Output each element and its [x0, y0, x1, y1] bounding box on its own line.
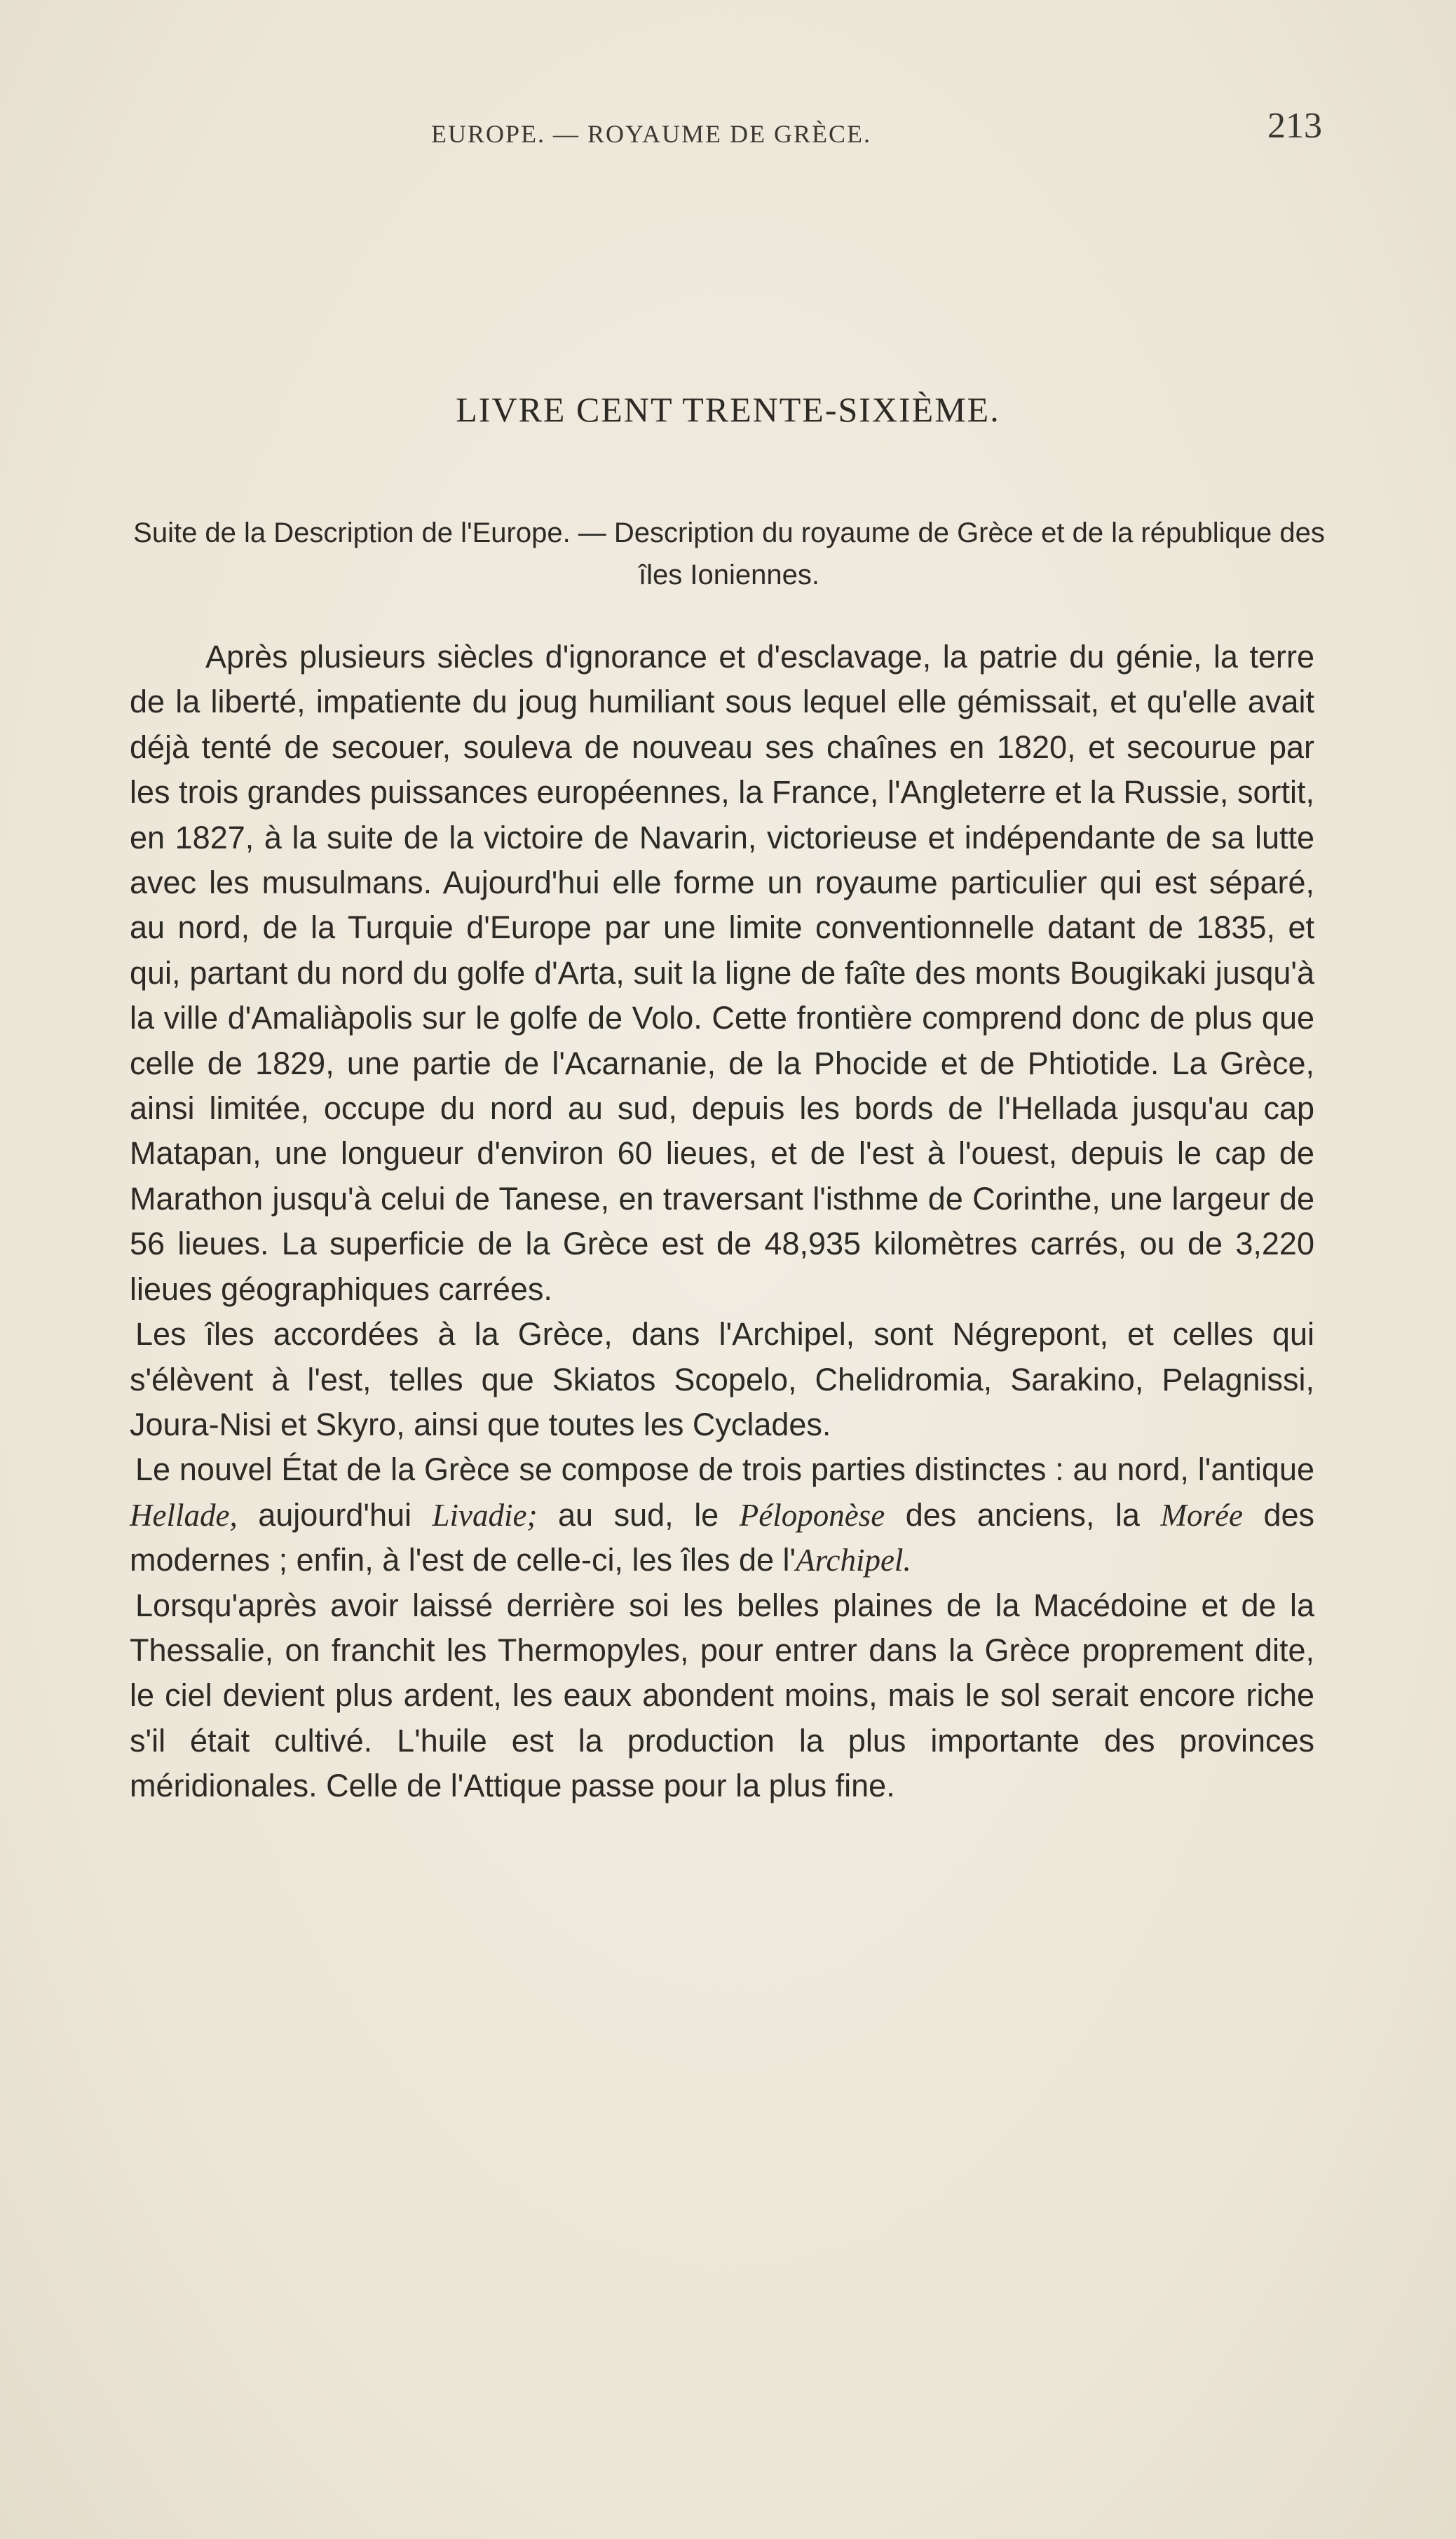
italic-term: Morée [1160, 1497, 1243, 1533]
paragraph: Lorsqu'après avoir laissé derrière soi les belles plaines de la Macédoine et de la Thessalie, on franchit les Thermopyles, pour entrer dans la Grèce proprement dite, le ciel devient plus ardent, les eaux abondent moins, mais le sol serait encore riche s'il était cultivé. L'huile est la production la plus importante des provinces méridionales. Celle de l'Attique passe pour la plus fine. [130, 1587, 1314, 1804]
paragraph-text: Le nouvel État de la Grèce se compose de trois parties distinctes : au nord, l'antique [135, 1451, 1314, 1488]
paragraph-text: au sud, le [537, 1496, 740, 1533]
paragraph: Les îles accordées à la Grèce, dans l'Archipel, sont Négrepont, et celles qui s'élèvent à l'est, telles que Skiatos Scopelo, Chelidromia, Sarakino, Pelagnissi, Joura-Nisi et Skyro, ainsi que toutes les Cyclades. [130, 1316, 1314, 1442]
paragraph-text: aujourd'hui [237, 1496, 433, 1533]
book-title: LIVRE CENT TRENTE-SIXIÈME. [456, 390, 1000, 429]
italic-term: Péloponèse [739, 1497, 885, 1533]
paragraph: Après plusieurs siècles d'ignorance et d'esclavage, la patrie du génie, la terre de la liberté, impatiente du joug humiliant sous lequel elle gémissait, et qu'elle avait déjà tenté de secouer, souleva de nouveau ses chaînes en 1820, et secourue par les trois grandes puissances européennes, la France, l'Angleterre et la Russie, sortit, en 1827, à la suite de la victoire de Navarin, victorieuse et indépendante de sa lutte avec les musulmans. Aujourd'hui elle forme un royaume particulier qui est séparé, au nord, de la Turquie d'Europe par une limite conventionnelle datant de 1835, et qui, partant du nord du golfe d'Arta, suit la ligne de faîte des monts Bougikaki jusqu'à la ville d'Amaliàpolis sur le golfe de Volo. Cette frontière comprend donc de plus que celle de 1829, une partie de l'Acarnanie, de la Phocide et de Phtiotide. La Grèce, ainsi limitée, occupe du nord au sud, depuis les bords de l'Hellada jusqu'au cap Matapan, une longueur d'environ 60 lieues, et de l'est à l'ouest, depuis le cap de Marathon jusqu'à celui de Tanese, en traversant l'isthme de Corinthe, une largeur de 56 lieues. La superficie de la Grèce est de 48,935 kilomètres carrés, ou de 3,220 lieues géographiques carrées. [130, 639, 1314, 1307]
body-text [130, 635, 1314, 1809]
paragraph [130, 1447, 1314, 1583]
paragraph-text: des modernes ; enfin, à l'est de celle-ci, les îles de l' [130, 1496, 1315, 1578]
running-head: EUROPE. — ROYAUME DE GRÈCE. [431, 120, 872, 148]
italic-term: Hellade, [130, 1497, 238, 1533]
italic-term: Livadie; [432, 1497, 538, 1533]
chapter-summary: Suite de la Description de l'Europe. — Description du royaume de Grèce et de la république des îles Ioniennes. [133, 517, 1325, 590]
italic-term: Archipel. [796, 1543, 911, 1578]
paragraph-text: des anciens, la [885, 1496, 1161, 1533]
page-number: 213 [1267, 106, 1322, 146]
